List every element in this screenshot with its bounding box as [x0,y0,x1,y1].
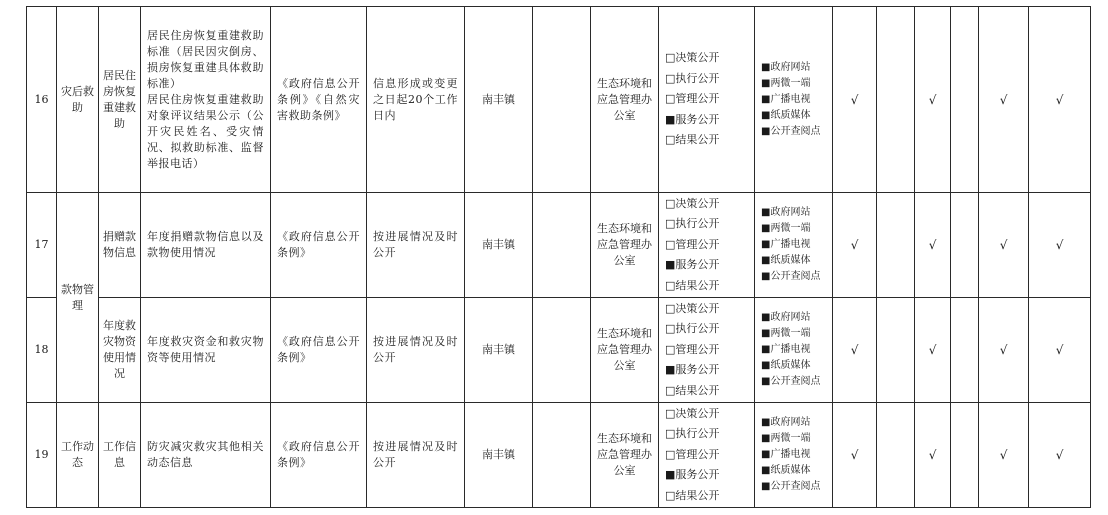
table-row [27,298,1091,403]
media-gov-site: ■政府网站 [761,417,811,428]
content-line: 居民住房恢复重建救助对象评议结果公示（公开灾民姓名、受灾情况、拟救助标准、监督举报电话） [147,92,264,170]
option-management: □管理公开 [665,342,720,356]
check-mark: √ [979,193,1029,298]
table-row [27,193,1091,298]
check-mark: √ [833,193,877,298]
option-service: ■服务公开 [665,112,720,126]
empty-cell [951,298,979,403]
media-list [755,298,833,403]
check-mark: √ [833,298,877,403]
row-number: 19 [27,403,57,508]
media-gov-site: ■政府网站 [761,61,811,73]
media-two-micro: ■两微一端 [761,328,811,339]
option-decision: □决策公开 [665,196,720,210]
option-result: □结果公开 [665,383,720,397]
empty-cell [877,193,915,298]
empty-cell [533,403,591,508]
public-options-list [659,193,755,298]
media-two-micro: ■两微一端 [761,223,811,234]
department-cell: 生态环境和应急管理办公室 [591,7,659,193]
check-mark: √ [979,298,1029,403]
row-number: 17 [27,193,57,298]
table-row [27,7,1091,193]
public-options-list [659,298,755,403]
empty-cell [533,298,591,403]
media-print: ■纸质媒体 [761,109,811,121]
check-mark: √ [1029,403,1091,508]
subcategory-cell: 工作信息 [99,403,141,508]
check-mark: √ [1029,193,1091,298]
empty-cell [877,298,915,403]
option-service: ■服务公开 [665,258,720,272]
check-mark: √ [915,7,951,193]
option-execution: □执行公开 [665,71,720,85]
basis-cell: 《政府信息公开条例》 [271,298,367,403]
media-two-micro: ■两微一端 [761,433,811,444]
media-reading-point: ■公开查阅点 [761,481,821,492]
option-execution: □执行公开 [665,217,720,231]
option-management: □管理公开 [665,237,720,251]
row-number: 16 [27,7,57,193]
basis-cell: 《政府信息公开条例》 [271,193,367,298]
category-cell: 款物管理 [57,193,99,403]
option-service: ■服务公开 [665,363,720,377]
public-options-list [659,7,755,193]
media-list [755,193,833,298]
media-two-micro: ■两微一端 [761,77,811,89]
option-decision: □决策公开 [665,406,720,420]
row-number: 18 [27,298,57,403]
check-mark: √ [915,298,951,403]
subject-cell: 南丰镇 [465,298,533,403]
media-gov-site: ■政府网站 [761,312,811,323]
time-limit-cell: 按进展情况及时公开 [367,403,465,508]
media-gov-site: ■政府网站 [761,207,811,218]
department-cell: 生态环境和应急管理办公室 [591,193,659,298]
disclosure-table [26,6,1091,508]
empty-cell [951,193,979,298]
media-broadcast: ■广播电视 [761,93,811,105]
option-result: □结果公开 [665,488,720,502]
content-cell: 年度救灾资金和救灾物资等使用情况 [141,298,271,403]
basis-cell: 《政府信息公开条例》《自然灾害救助条例》 [271,7,367,193]
media-list [755,403,833,508]
media-list [755,7,833,193]
empty-cell [533,193,591,298]
check-mark: √ [833,7,877,193]
check-mark: √ [979,403,1029,508]
media-reading-point: ■公开查阅点 [761,376,821,387]
content-cell [141,7,271,193]
option-result: □结果公开 [665,278,720,292]
option-execution: □执行公开 [665,322,720,336]
department-cell: 生态环境和应急管理办公室 [591,298,659,403]
time-limit-cell: 按进展情况及时公开 [367,298,465,403]
media-print: ■纸质媒体 [761,360,811,371]
media-print: ■纸质媒体 [761,255,811,266]
option-result: □结果公开 [665,133,720,147]
option-decision: □决策公开 [665,51,720,65]
subcategory-cell: 年度救灾物资使用情况 [99,298,141,403]
time-limit-cell: 信息形成或变更之日起20个工作日内 [367,7,465,193]
check-mark: √ [915,403,951,508]
category-cell: 工作动态 [57,403,99,508]
empty-cell [533,7,591,193]
option-management: □管理公开 [665,92,720,106]
empty-cell [877,403,915,508]
media-reading-point: ■公开查阅点 [761,271,821,282]
check-mark: √ [979,7,1029,193]
media-reading-point: ■公开查阅点 [761,125,821,137]
category-cell: 灾后救助 [57,7,99,193]
subject-cell: 南丰镇 [465,403,533,508]
content-cell: 防灾减灾救灾其他相关动态信息 [141,403,271,508]
media-broadcast: ■广播电视 [761,344,811,355]
content-cell: 年度捐赠款物信息以及款物使用情况 [141,193,271,298]
media-broadcast: ■广播电视 [761,449,811,460]
time-limit-cell: 按进展情况及时公开 [367,193,465,298]
public-options-list [659,403,755,508]
basis-cell: 《政府信息公开条例》 [271,403,367,508]
content-line: 居民住房恢复重建救助标准（居民因灾倒房、损房恢复重建具体救助标准） [147,28,264,90]
check-mark: √ [1029,7,1091,193]
check-mark: √ [1029,298,1091,403]
option-execution: □执行公开 [665,427,720,441]
subcategory-cell: 居民住房恢复重建救助 [99,7,141,193]
check-mark: √ [915,193,951,298]
subject-cell: 南丰镇 [465,193,533,298]
option-decision: □决策公开 [665,301,720,315]
empty-cell [951,7,979,193]
subcategory-cell: 捐赠款物信息 [99,193,141,298]
empty-cell [877,7,915,193]
check-mark: √ [833,403,877,508]
table-row [27,403,1091,508]
option-management: □管理公开 [665,447,720,461]
empty-cell [951,403,979,508]
option-service: ■服务公开 [665,468,720,482]
subject-cell: 南丰镇 [465,7,533,193]
department-cell: 生态环境和应急管理办公室 [591,403,659,508]
media-print: ■纸质媒体 [761,465,811,476]
media-broadcast: ■广播电视 [761,239,811,250]
